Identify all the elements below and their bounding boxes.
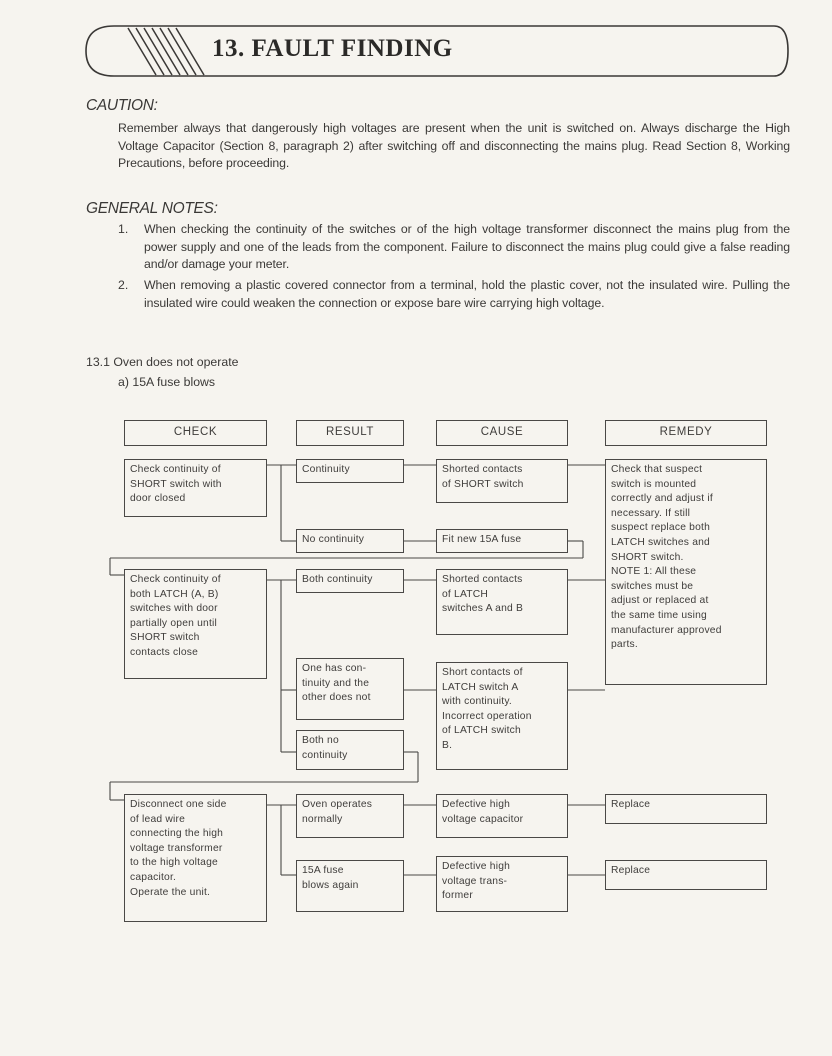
header-remedy: REMEDY (605, 420, 767, 446)
cause-1a-box: Shorted contacts of SHORT switch (436, 459, 568, 503)
remedy-3b-box: Replace (605, 860, 767, 890)
remedy-3a-box: Replace (605, 794, 767, 824)
note-1-text: When checking the continuity of the switches or of the high voltage transformer disconnect the mains plug from the power supply and one of the leads from the component. Failure to disconnect the mains plug could give a false reading and/or damage your meter. (144, 222, 790, 271)
remedy-1-box: Check that suspect switch is mounted correctly and adjust if necessary. If still suspect replace both LATCH switches and SHORT switch. NOTE 1: All these switches must be adjust or replaced at the same time using manufacturer approved parts. (605, 459, 767, 685)
page-title: 13. FAULT FINDING (212, 35, 453, 62)
cause-2a-box: Shorted contacts of LATCH switches A and B (436, 569, 568, 635)
result-2c-box: Both no continuity (296, 730, 404, 770)
header-cause: CAUSE (436, 420, 568, 446)
note-2-text: When removing a plastic covered connector from a terminal, hold the plastic cover, not the insulated wire. Pulling the insulated wire could weaken the connection or expose bare wire carrying high voltage. (144, 278, 790, 310)
result-1b-box: No continuity (296, 529, 404, 553)
general-notes-heading: GENERAL NOTES: (86, 200, 218, 217)
section-title: 13.1 Oven does not operate (86, 355, 239, 369)
result-1a-box: Continuity (296, 459, 404, 483)
check-2-box: Check continuity of both LATCH (A, B) switches with door partially open until SHORT switch contacts close (124, 569, 267, 679)
header-check: CHECK (124, 420, 267, 446)
section-subtitle: a) 15A fuse blows (118, 375, 216, 389)
cause-3a-box: Defective high voltage capacitor (436, 794, 568, 838)
note-1-number: 1. (118, 222, 129, 236)
result-3a-box: Oven operates normally (296, 794, 404, 838)
caution-text: Remember always that dangerously high voltages are present when the unit is switched on. Always discharge the High Voltage Capacitor (Section 8, paragraph 2) after switching off and disconnecting the mains plug. Read Section 8, Working Precautions, before proceeding. (118, 121, 790, 170)
result-3b-box: 15A fuse blows again (296, 860, 404, 912)
check-1-box: Check continuity of SHORT switch with door closed (124, 459, 267, 517)
check-3-box: Disconnect one side of lead wire connecting the high voltage transformer to the high voltage capacitor. Operate the unit. (124, 794, 267, 922)
result-2a-box: Both continuity (296, 569, 404, 593)
result-2b-box: One has con- tinuity and the other does not (296, 658, 404, 720)
note-2-number: 2. (118, 278, 129, 292)
cause-1b-box: Fit new 15A fuse (436, 529, 568, 553)
cause-2b-box: Short contacts of LATCH switch A with continuity. Incorrect operation of LATCH switch B. (436, 662, 568, 770)
cause-3b-box: Defective high voltage trans- former (436, 856, 568, 912)
header-result: RESULT (296, 420, 404, 446)
caution-heading: CAUTION: (86, 97, 158, 114)
